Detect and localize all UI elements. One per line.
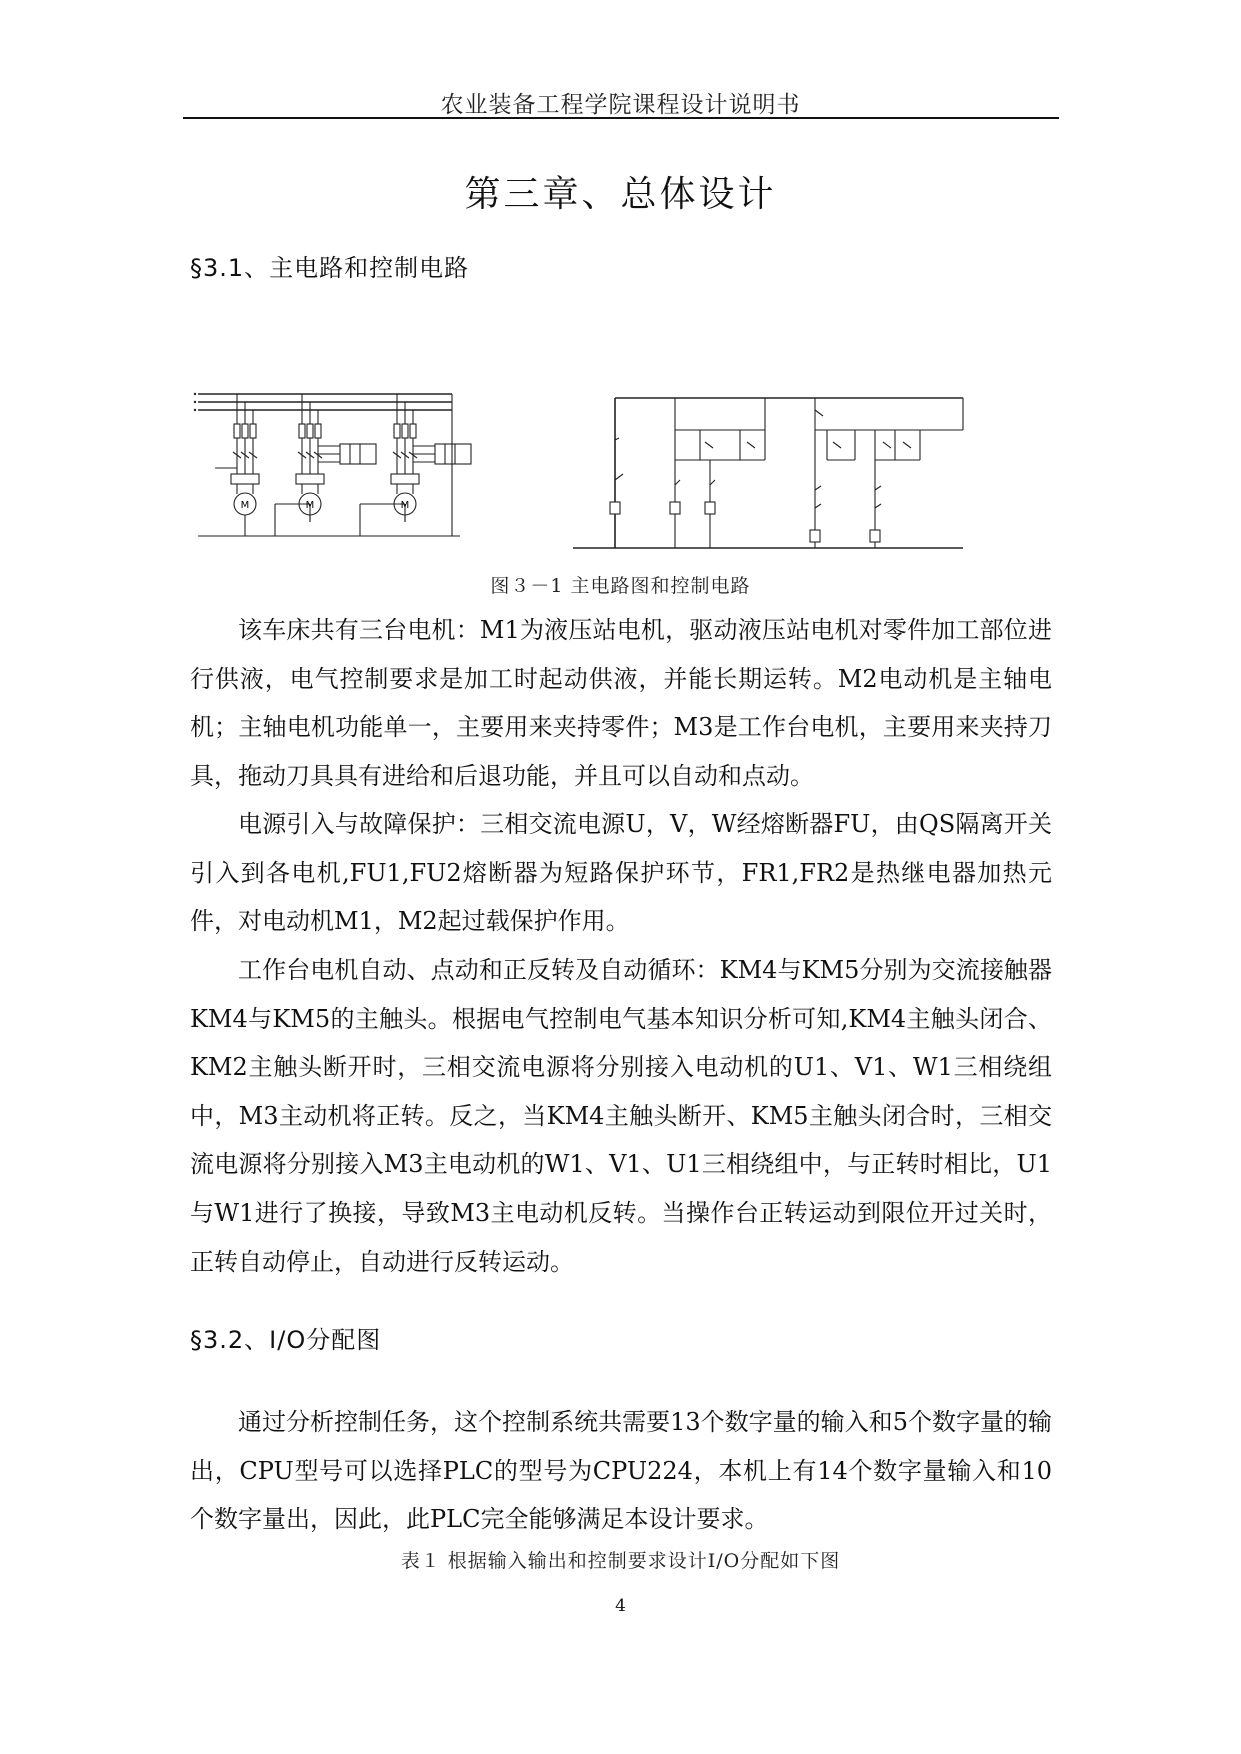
paragraph-worktable-motor: 工作台电机自动、点动和正反转及自动循环：KM4与KM5分别为交流接触器KM4与KM5的主触头。根据电气控制电气基本知识分析可知,KM4主触头闭合、KM2主触头断开时，三相交流电源将分别接入电动机的U1、V1、W1三相绕组中，M3主动机将正转。反之，当KM4主触头断开、KM5主触头闭合时，三相交流电源将分别接入M3主电动机的W1、V1、U1三相绕组中，与正转时相比，U1与W1进行了换接，导致M3主电动机反转。当操作台正转运动到限位开过关时，正转自动停止，自动进行反转运动。 [190, 956, 1052, 1276]
rung-3 [765, 398, 963, 548]
chapter-title: 第三章、总体设计 [464, 174, 777, 215]
running-header: 农业装备工程学院课程设计说明书 [440, 92, 801, 118]
power-bus-lines [198, 394, 452, 410]
motor-label-1: M [240, 500, 250, 511]
bus-labels [194, 393, 196, 411]
rung-1 [610, 438, 623, 514]
header-rule [183, 117, 1059, 119]
section-heading-3-1: §3.1、主电路和控制电路 [190, 254, 470, 282]
paragraph-power-protection: 电源引入与故障保护：三相交流电源U，V，W经熔断器FU，由QS隔离开关引入到各电机,FU1,FU2熔断器为短路保护环节，FR1,FR2是热继电器加热元件，对电动机M1，M2起过载保护作用。 [190, 810, 1052, 936]
main-circuit-diagram [190, 380, 500, 550]
motor-label-2: M [305, 500, 315, 511]
page-number: 4 [615, 1596, 626, 1616]
figure-caption: 图３－1 主电路图和控制电路 [490, 575, 751, 597]
motor-label-3: M [400, 500, 410, 511]
paragraph-motors: 该车床共有三台电机：M1为液压站电机，驱动液压站电机对零件加工部位进行供液，电气控制要求是加工时起动供液，并能长期运转。M2电动机是主轴电机；主轴电机功能单一，主要用来夹持零件；M3是工作台电机，主要用来夹持刀具，拖动刀具具有进给和后退功能，并且可以自动和点动。 [190, 616, 1052, 790]
motor-labels [241, 500, 410, 511]
paragraph-io-analysis: 通过分析控制任务，这个控制系统共需要13个数字量的输入和5个数字量的输出，CPU型号可以选择PLC的型号为CPU224，本机上有14个数字量输入和10个数字量出，因此，此PLC完全能够满足本设计要求。 [190, 1408, 1052, 1534]
section-heading-3-2: §3.2、I/O分配图 [190, 1326, 382, 1354]
rung-2 [670, 398, 765, 548]
table-caption: 表１ 根据输入输出和控制要求设计I/O分配如下图 [400, 1550, 841, 1572]
motor-branch-1 [215, 394, 259, 528]
control-circuit-diagram [565, 390, 965, 555]
